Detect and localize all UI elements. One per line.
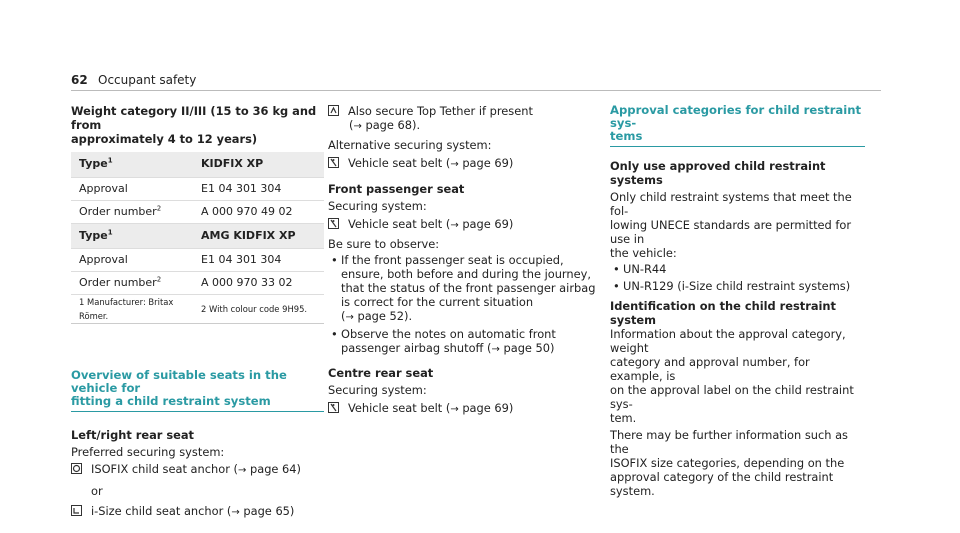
centre-securing-label: Securing system: — [328, 383, 427, 397]
seat-spec-table — [71, 152, 324, 324]
isofix-icon — [71, 463, 82, 474]
only-approved-text: Only child restraint systems that meet the fol- lowing UNECE standards are permitted for use in the vehicle: — [610, 190, 852, 260]
or-label: or — [91, 483, 103, 498]
approval-categories-heading: Approval categories for child restraint sys- tems — [610, 104, 865, 147]
isize-line: i-Size child seat anchor (→ page 65) — [71, 504, 324, 520]
centre-rear-seat-heading: Centre rear seat — [328, 366, 434, 380]
left-right-rear-seat-heading: Left/right rear seat — [71, 427, 194, 442]
table-cell: Approval — [71, 248, 194, 271]
list-item: • UN-R129 (i-Size child restraint systems) — [610, 279, 865, 293]
isize-icon — [71, 505, 82, 516]
top-tether-icon — [328, 105, 339, 116]
identification-heading: Identification on the child restraint system — [610, 299, 836, 327]
front-seat-belt-line: Vehicle seat belt (→ page 69) — [328, 217, 603, 233]
centre-seat-belt-line: Vehicle seat belt (→ page 69) — [328, 401, 603, 417]
alternative-securing-label: Alternative securing system: — [328, 138, 492, 152]
weight-category-heading: Weight category II/III (15 to 36 kg and from approximately 4 to 12 years) — [71, 104, 317, 146]
table-row — [71, 177, 324, 200]
identification-text: Information about the approval category, weight category and approval number, for example, is on the approval label on the child restraint sys- tem. — [610, 327, 854, 425]
table-cell: AMG KIDFIX XP — [194, 223, 324, 248]
list-item: • UN-R44 — [610, 262, 865, 276]
page-ref-arrow-icon: → — [345, 312, 354, 323]
top-tether-note: Also secure Top Tether if present (→ page 68). — [328, 104, 603, 134]
list-item: • Observe the notes on automatic front passenger airbag shutoff (→ page 50) — [328, 327, 603, 357]
page-ref-arrow-icon: → — [450, 159, 459, 170]
table-row — [71, 271, 324, 294]
isize-page-link[interactable]: page 65) — [239, 503, 295, 518]
front-passenger-heading: Front passenger seat — [328, 182, 465, 196]
table-footnotes — [71, 294, 324, 323]
table-cell: E1 04 301 304 — [194, 177, 324, 200]
top-tether-page-link[interactable]: page 68). — [361, 118, 421, 132]
seat-belt-icon — [328, 218, 339, 229]
column-left — [71, 104, 324, 520]
isofix-line: ISOFIX child seat anchor (→ page 64) — [71, 462, 324, 478]
left-right-rear-seat-section — [71, 428, 324, 520]
page-ref-arrow-icon: → — [450, 404, 459, 415]
observe-label: Be sure to observe: — [328, 237, 440, 251]
table-cell: Approval — [71, 177, 194, 200]
page-ref-arrow-icon: → — [231, 506, 240, 518]
column-middle — [328, 104, 603, 417]
table-header-row — [71, 223, 324, 248]
seat-belt-icon — [328, 402, 339, 413]
front-seat-belt-page-link[interactable]: page 69) — [458, 217, 514, 231]
isofix-page-link[interactable]: page 64) — [246, 461, 301, 476]
header-rule — [71, 90, 881, 91]
further-info-text: There may be further information such as the ISOFIX size categories, depending on the approval category of the child restraint system. — [610, 428, 848, 498]
page-number: 62 — [71, 73, 88, 87]
table-row — [71, 200, 324, 223]
page-title: Occupant safety — [98, 73, 197, 87]
table-cell: A 000 970 49 02 — [194, 200, 324, 223]
list-item: • If the front passenger seat is occupied, ensure, both before and during the journey, that the status of the front passenger airbag is correct for the current situation (→ page 52). — [328, 253, 603, 325]
table-cell: KIDFIX XP — [194, 152, 324, 177]
seat-belt-icon — [328, 157, 339, 168]
front-securing-label: Securing system: — [328, 199, 427, 213]
page-header — [71, 73, 881, 93]
seat-belt-page-link[interactable]: page 69) — [458, 156, 514, 170]
table-cell: Order number$^2$ — [71, 200, 194, 223]
table-cell: E1 04 301 304 — [194, 248, 324, 271]
airbag-page-link[interactable]: page 52). — [353, 309, 413, 323]
overview-heading: Overview of suitable seats in the vehicle for fitting a child restraint system — [71, 369, 324, 412]
airbag-shutoff-page-link[interactable]: page 50) — [499, 341, 555, 355]
column-right — [610, 104, 865, 498]
table-header-row — [71, 152, 324, 177]
seat-belt-line: Vehicle seat belt (→ page 69) — [328, 156, 603, 172]
preferred-securing-label: Preferred securing system: — [71, 444, 225, 459]
centre-seat-belt-page-link[interactable]: page 69) — [458, 401, 514, 415]
page-ref-arrow-icon: → — [237, 464, 247, 476]
page-ref-arrow-icon: → — [491, 344, 500, 355]
table-cell: A 000 970 33 02 — [194, 271, 324, 294]
table-cell: Type$^1$ — [71, 152, 194, 177]
page-ref-arrow-icon: → — [353, 121, 362, 132]
page-ref-arrow-icon: → — [450, 220, 459, 231]
table-cell: Order number$^2$ — [71, 271, 194, 294]
table-cell: Type$^1$ — [71, 223, 194, 248]
table-row — [71, 248, 324, 271]
only-approved-heading: Only use approved child restraint systems — [610, 159, 826, 187]
footnote-colour-code: 2 With colour code 9H95. — [194, 294, 324, 323]
footnote-manufacturer: 1 Manufacturer: Britax Römer. — [71, 294, 194, 323]
